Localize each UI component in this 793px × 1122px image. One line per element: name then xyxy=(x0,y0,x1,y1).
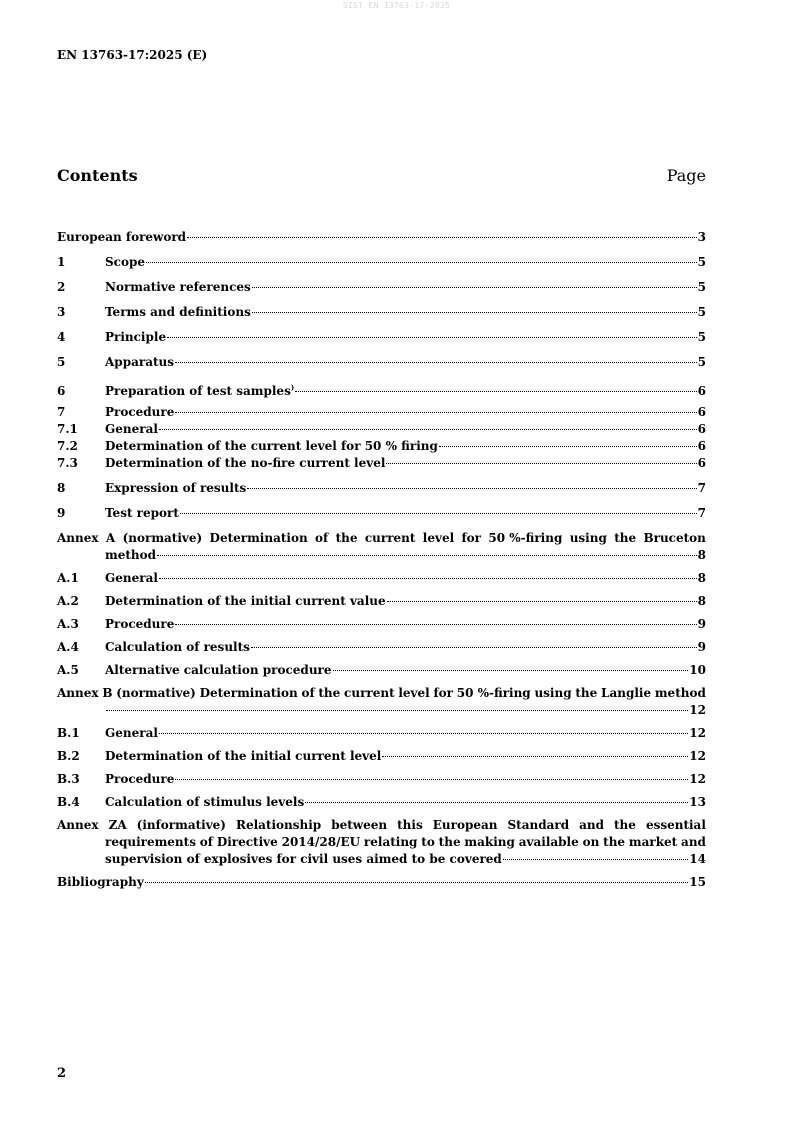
toc-page: 7 xyxy=(697,481,706,495)
toc-page: 6 xyxy=(697,422,706,436)
toc-title: General xyxy=(105,571,158,585)
toc-title: Calculation of results xyxy=(105,640,250,654)
toc-page: 12 xyxy=(689,703,706,717)
toc-page: 5 xyxy=(697,330,706,344)
toc-title: Procedure xyxy=(105,405,175,419)
word: of xyxy=(199,835,213,849)
toc-title: Terms and definitions xyxy=(105,305,251,319)
dot-leader xyxy=(295,391,697,392)
page-column-label: Page xyxy=(666,166,706,185)
dot-leader xyxy=(251,647,697,648)
dot-leader xyxy=(439,446,697,447)
toc-entry-7-3[interactable] xyxy=(57,455,706,472)
word: available xyxy=(518,835,579,849)
toc-entry-7-1[interactable] xyxy=(57,421,706,438)
toc-title: European foreword xyxy=(57,230,187,244)
toc-title: General xyxy=(105,422,158,436)
word: and xyxy=(681,835,706,849)
word: making xyxy=(464,835,515,849)
toc-title: Procedure xyxy=(105,772,175,786)
word: 2014/28/EU xyxy=(281,835,361,849)
dot-leader xyxy=(159,733,688,734)
word: the xyxy=(335,531,358,545)
word: to xyxy=(421,835,435,849)
toc-title: supervision of explosives for civil uses aimed to be covered xyxy=(105,852,502,866)
toc-page: 5 xyxy=(697,280,706,294)
toc-entry-annex-b[interactable] xyxy=(57,685,706,719)
toc-title: Determination of the current level for 50 % firing xyxy=(105,439,438,453)
toc-entry-annex-a[interactable] xyxy=(57,530,706,564)
toc-number: 6 xyxy=(57,384,66,398)
word: ZA xyxy=(108,818,127,832)
table-of-contents xyxy=(57,229,706,891)
word: Standard xyxy=(507,818,570,832)
word: this xyxy=(397,818,423,832)
toc-title: Calculation of stimulus levels xyxy=(105,795,305,809)
toc-title: Procedure xyxy=(105,617,175,631)
word: using xyxy=(569,531,607,545)
toc-entry-a-2[interactable] xyxy=(57,593,706,610)
word: level xyxy=(422,531,455,545)
dot-leader xyxy=(252,312,697,313)
page-number: 2 xyxy=(57,1066,67,1081)
word: A xyxy=(105,531,116,545)
word: method xyxy=(654,686,706,700)
toc-page: 7 xyxy=(697,506,706,520)
toc-page: 8 xyxy=(697,548,706,562)
word: essential xyxy=(645,818,706,832)
dot-leader xyxy=(145,882,689,883)
toc-title-text: Preparation of test samples xyxy=(105,384,291,398)
word: 50 %-firing xyxy=(488,531,563,545)
toc-title: method xyxy=(105,548,156,562)
toc-title: Test report xyxy=(105,506,179,520)
toc-entry-b-3[interactable] xyxy=(57,771,706,788)
word: European xyxy=(432,818,498,832)
annex-a-title-line-2 xyxy=(57,547,706,564)
toc-title: Determination of the no-fire current level xyxy=(105,456,386,470)
dot-leader xyxy=(187,237,697,238)
toc-number: A.4 xyxy=(57,640,79,654)
word: the xyxy=(575,686,598,700)
word: the xyxy=(614,818,636,832)
toc-title: Expression of results xyxy=(105,481,247,495)
word: requirements xyxy=(105,835,196,849)
dot-leader xyxy=(180,513,697,514)
dot-leader xyxy=(247,488,696,489)
toc-page: 13 xyxy=(689,795,706,809)
dot-leader xyxy=(159,429,697,430)
toc-page: 12 xyxy=(689,772,706,786)
toc-page: 5 xyxy=(697,355,706,369)
toc-page: 12 xyxy=(689,726,706,740)
dot-leader xyxy=(167,337,697,338)
toc-entry-scope[interactable] xyxy=(57,254,706,271)
word: Directive xyxy=(216,835,278,849)
toc-entry-a-5[interactable] xyxy=(57,662,706,679)
toc-entry-bibliography[interactable] xyxy=(57,874,706,891)
toc-page: 15 xyxy=(689,875,706,889)
toc-title: Apparatus xyxy=(105,355,174,369)
toc-number: 7 xyxy=(57,405,66,419)
dot-leader xyxy=(157,555,697,556)
word: the xyxy=(614,531,637,545)
word: (normative) xyxy=(116,686,196,700)
toc-number: 9 xyxy=(57,506,66,520)
toc-title: General xyxy=(105,726,158,740)
toc-entry-b-2[interactable] xyxy=(57,748,706,765)
toc-page: 10 xyxy=(689,663,706,677)
word: Annex xyxy=(57,818,99,832)
word: level xyxy=(398,686,430,700)
toc-title: Normative references xyxy=(105,280,251,294)
footnote-mark: ) xyxy=(290,383,295,392)
annex-za-title-line-2 xyxy=(57,834,706,851)
toc-entry-procedure[interactable] xyxy=(57,404,706,421)
toc-page: 6 xyxy=(697,456,706,470)
annex-a-title-line-1 xyxy=(57,530,706,547)
toc-page: 5 xyxy=(697,255,706,269)
dot-leader xyxy=(175,624,696,625)
toc-entry-a-1[interactable] xyxy=(57,570,706,587)
word: the xyxy=(603,835,626,849)
dot-leader xyxy=(159,578,697,579)
toc-entry-a-3[interactable] xyxy=(57,616,706,633)
word: Bruceton xyxy=(643,531,706,545)
toc-page: 12 xyxy=(689,749,706,763)
dot-leader xyxy=(252,287,697,288)
toc-page: 8 xyxy=(697,571,706,585)
toc-number: A.2 xyxy=(57,594,79,608)
toc-entry-normative-references[interactable] xyxy=(57,279,706,296)
word: market xyxy=(628,835,678,849)
toc-title: Principle xyxy=(105,330,167,344)
toc-number: 5 xyxy=(57,355,66,369)
annex-b-title-line-1 xyxy=(57,685,706,702)
toc-page: 6 xyxy=(697,439,706,453)
toc-entry-a-4[interactable] xyxy=(57,639,706,656)
toc-page: 8 xyxy=(697,594,706,608)
word: relating xyxy=(363,835,418,849)
document-id: EN 13763-17:2025 (E) xyxy=(57,48,208,62)
annex-za-title-line-3 xyxy=(57,851,706,868)
toc-entry-principle[interactable] xyxy=(57,329,706,346)
toc-number: 7.3 xyxy=(57,456,78,470)
toc-title: Bibliography xyxy=(57,875,144,889)
toc-page: 3 xyxy=(697,230,706,244)
toc-entry-b-4[interactable] xyxy=(57,794,706,811)
dot-leader xyxy=(146,262,697,263)
toc-number: A.5 xyxy=(57,663,79,677)
word: Relationship xyxy=(236,818,322,832)
dot-leader xyxy=(106,710,688,711)
contents-heading: Contents xyxy=(57,166,138,185)
toc-title: Scope xyxy=(105,255,146,269)
annex-b-title-line-2 xyxy=(57,702,706,719)
toc-number: B.1 xyxy=(57,726,80,740)
word: Determination xyxy=(199,686,298,700)
toc-number: 4 xyxy=(57,330,66,344)
toc-page: 9 xyxy=(697,640,706,654)
toc-title: Alternative calculation procedure xyxy=(105,663,332,677)
word: for xyxy=(461,531,481,545)
word: between xyxy=(331,818,388,832)
word: B xyxy=(102,686,113,700)
toc-number: 2 xyxy=(57,280,66,294)
toc-page: 6 xyxy=(697,384,706,398)
toc-page: 14 xyxy=(689,852,706,866)
toc-number: B.2 xyxy=(57,749,80,763)
word: the xyxy=(438,835,461,849)
word: of xyxy=(301,686,315,700)
toc-entry-b-1[interactable] xyxy=(57,725,706,742)
toc-number: A.1 xyxy=(57,571,79,585)
toc-entry-annex-za[interactable] xyxy=(57,817,706,868)
toc-number: A.3 xyxy=(57,617,79,631)
toc-title xyxy=(105,379,294,400)
word: (informative) xyxy=(136,818,226,832)
toc-number: B.4 xyxy=(57,795,80,809)
dot-leader xyxy=(333,670,689,671)
toc-title: Determination of the initial current value xyxy=(105,594,386,608)
toc-page: 9 xyxy=(697,617,706,631)
toc-title: Determination of the initial current level xyxy=(105,749,382,763)
word: for xyxy=(433,686,453,700)
word: of xyxy=(315,531,329,545)
word: current xyxy=(344,686,395,700)
toc-entry-test-report[interactable] xyxy=(57,505,706,522)
dot-leader xyxy=(175,362,697,363)
toc-entry-7-2[interactable] xyxy=(57,438,706,455)
toc-entry-terms[interactable] xyxy=(57,304,706,321)
word: and xyxy=(579,818,604,832)
toc-page: 5 xyxy=(697,305,706,319)
toc-page: 6 xyxy=(697,405,706,419)
dot-leader xyxy=(175,412,696,413)
watermark: SIST EN 13763-17:2025 xyxy=(342,1,451,10)
word: (normative) xyxy=(122,531,203,545)
toc-entry-foreword[interactable] xyxy=(57,229,706,246)
toc-number: 8 xyxy=(57,481,66,495)
toc-entry-apparatus[interactable] xyxy=(57,354,706,371)
word: Annex xyxy=(57,531,99,545)
word: Determination xyxy=(209,531,308,545)
word: the xyxy=(318,686,341,700)
dot-leader xyxy=(175,779,688,780)
dot-leader xyxy=(386,463,696,464)
word: 50 %-firing xyxy=(456,686,531,700)
toc-entry-expression[interactable] xyxy=(57,480,706,497)
toc-number: 7.2 xyxy=(57,439,78,453)
word: current xyxy=(364,531,416,545)
toc-number: 7.1 xyxy=(57,422,78,436)
dot-leader xyxy=(387,601,697,602)
word: Langlie xyxy=(601,686,652,700)
word: Annex xyxy=(57,686,99,700)
annex-za-title-line-1 xyxy=(57,817,706,834)
toc-number: 3 xyxy=(57,305,66,319)
word: using xyxy=(534,686,572,700)
dot-leader xyxy=(305,802,688,803)
toc-number: B.3 xyxy=(57,772,80,786)
toc-entry-preparation[interactable] xyxy=(57,379,706,396)
toc-number: 1 xyxy=(57,255,66,269)
word: on xyxy=(582,835,600,849)
dot-leader xyxy=(382,756,688,757)
dot-leader xyxy=(503,859,689,860)
